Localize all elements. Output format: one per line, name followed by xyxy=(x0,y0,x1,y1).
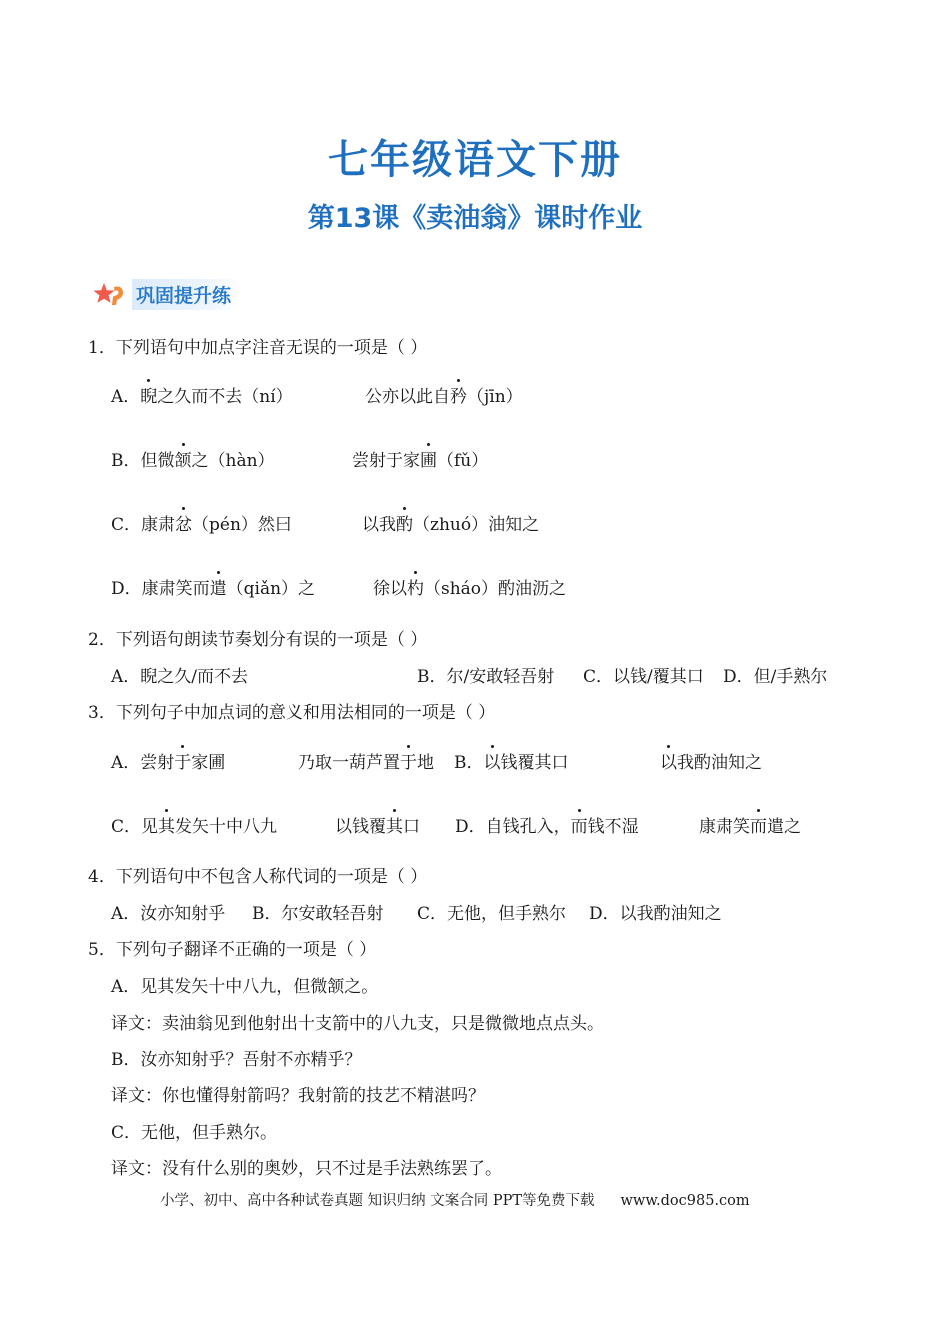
question-2-option-a: A．睨之久/而不去 xyxy=(111,667,249,687)
question-2-stem: 2．下列语句朗读节奏划分有误的一项是（ ） xyxy=(88,630,428,650)
question-2-option-b: B．尔/安敢轻吾射 xyxy=(417,667,555,687)
question-5-line: 译文：没有什么别的奥妙，只不过是手法熟练罢了。 xyxy=(111,1159,502,1179)
question-3-option-b: B．以钱覆其口 xyxy=(454,753,569,773)
question-3-option-d: D．自钱孔入，而钱不湿 xyxy=(455,817,639,837)
emphasis-char: 以 xyxy=(483,753,501,773)
footer-site-link[interactable]: www.doc985.com xyxy=(620,1193,750,1209)
page-subtitle: 第13课《卖油翁》课时作业 xyxy=(307,203,643,234)
question-5-line: 译文：你也懂得射箭吗？我射箭的技艺不精湛吗？ xyxy=(111,1086,485,1106)
question-5-line: 译文：卖油翁见到他射出十支箭中的八九支，只是微微地点点头。 xyxy=(111,1014,604,1034)
page-footer xyxy=(160,1190,750,1212)
question-3-stem: 3．下列句子中加点词的意义和用法相同的一项是（ ） xyxy=(88,703,496,723)
emphasis-char: 忿 xyxy=(175,515,193,535)
question-4-option-b: B．尔安敢轻吾射 xyxy=(252,904,384,924)
footer-text: 小学、初中、高中各种试卷真题 知识归纳 文案合同 PPT等免费下载 xyxy=(160,1193,595,1209)
question-4-option-a: A．汝亦知射乎 xyxy=(111,904,226,924)
emphasis-char: 其 xyxy=(158,817,176,837)
emphasis-char: 杓 xyxy=(407,579,424,599)
question-3-option-c: C．见其发矢十中八九 xyxy=(111,817,278,837)
question-5-line: A．见其发矢十中八九，但微颔之。 xyxy=(111,977,379,997)
emphasis-char: 矜 xyxy=(450,387,467,407)
emphasis-char: 颔 xyxy=(174,451,192,471)
question-4-option-d: D．以我酌油知之 xyxy=(589,904,722,924)
question-1-stem: 1．下列语句中加点字注音无误的一项是（ ） xyxy=(88,338,428,358)
question-4-stem: 4．下列语句中不包含人称代词的一项是（ ） xyxy=(88,867,428,887)
question-1-option-b: B．但微颔之（hàn） 尝射于家圃（fǔ） xyxy=(111,451,489,471)
emphasis-char: 酌 xyxy=(396,515,413,535)
emphasis-char: 睨 xyxy=(140,387,158,407)
page-title: 七年级语文下册 xyxy=(328,137,622,183)
question-5-line: C．无他，但手熟尔。 xyxy=(111,1123,278,1143)
question-2-option-c: C．以钱/覆其口 xyxy=(583,667,704,687)
question-5-line: B．汝亦知射乎？吾射不亦精乎？ xyxy=(111,1050,362,1070)
question-1-option-c: C．康肃忿（pén）然曰 以我酌（zhuó）油知之 xyxy=(111,515,540,535)
question-1-option-d: D．康肃笑而遣（qiǎn）之 徐以杓（sháo）酌油沥之 xyxy=(111,579,567,599)
emphasis-char: 于 xyxy=(174,753,192,773)
emphasis-char: 遣 xyxy=(209,579,227,599)
question-5-stem: 5．下列句子翻译不正确的一项是（ ） xyxy=(88,940,377,960)
question-1-option-a: A．睨之久而不去（ní） 公亦以此自矜（jīn） xyxy=(111,387,523,407)
question-3-option-a: A．尝射于家圃 xyxy=(111,753,226,773)
emphasis-char: 于 xyxy=(400,753,417,773)
emphasis-char: 其 xyxy=(386,817,403,837)
section-title: 巩固提升练 xyxy=(132,279,241,310)
star-badge-icon xyxy=(92,281,128,309)
emphasis-char: 而 xyxy=(750,817,767,837)
question-4-option-c: C．无他，但手熟尔 xyxy=(417,904,567,924)
emphasis-char: 而 xyxy=(570,817,588,837)
emphasis-char: 以 xyxy=(660,753,677,773)
question-2-option-d: D．但/手熟尔 xyxy=(723,667,828,687)
section-header xyxy=(92,279,241,310)
emphasis-char: 圃 xyxy=(420,451,437,471)
